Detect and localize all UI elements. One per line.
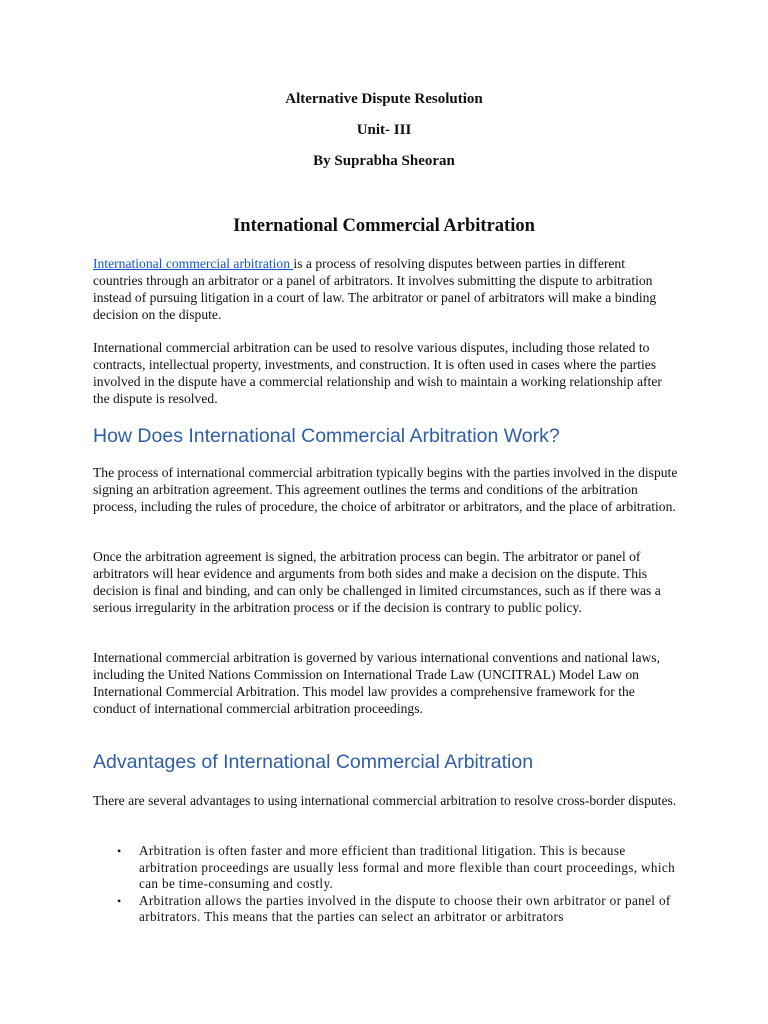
bullet-icon: •: [117, 844, 122, 858]
advantages-list: [93, 843, 678, 926]
work-paragraph-3: International commercial arbitration is governed by various international conventions and national laws, including the United Nations Commission on International Trade Law (UNCITRAL) Model Law on International Commercial Arbitration. This model law provides a comprehensive framework for the conduct of international commercial arbitration proceedings.: [93, 650, 660, 716]
author-line: By Suprabha Sheoran: [313, 153, 455, 169]
list-item: [93, 893, 678, 926]
bullet-icon: •: [117, 893, 122, 908]
list-item-text: Arbitration allows the parties involved in the dispute to choose their own arbitrator or panel of arbitrators. This means that the parties can select an arbitrator or arbitrators: [139, 892, 671, 924]
intro-paragraph-1: [93, 256, 678, 324]
section-heading-how-it-works: How Does International Commercial Arbitration Work?: [93, 425, 560, 447]
intro-paragraph-2: International commercial arbitration can be used to resolve various disputes, including those related to contracts, intellectual property, investments, and construction. It is often used in cases where the parties involved in the dispute have a commercial relationship and wish to maintain a working relationship after the dispute is resolved.: [93, 340, 662, 406]
work-paragraph-1: The process of international commercial arbitration typically begins with the parties involved in the dispute signing an arbitration agreement. This agreement outlines the terms and conditions of the arbitration process, including the rules of procedure, the choice of arbitrator or arbitrators, and the place of arbitration.: [93, 465, 678, 514]
work-paragraph-2: Once the arbitration agreement is signed, the arbitration process can begin. The arbitrator or panel of arbitrators will hear evidence and arguments from both sides and make a decision on the dispute. This decision is final and binding, and can only be challenged in limited circumstances, such as if there was a serious irregularity in the arbitration process or if the decision is contrary to public policy.: [93, 549, 661, 615]
document-title: International Commercial Arbitration: [233, 216, 535, 236]
advantages-intro: There are several advantages to using international commercial arbitration to resolve cross-border disputes.: [93, 793, 677, 808]
list-item: [93, 843, 678, 893]
section-heading-advantages: Advantages of International Commercial Arbitration: [93, 751, 534, 773]
intro-paragraph-1-text: is a process of resolving disputes between parties in different countries through an arbitrator or a panel of arbitrators. It involves submitting the dispute to arbitration instead of pursuing litigation in a court of law. The arbitrator or panel of arbitrators will make a binding decision on the dispute.: [93, 256, 657, 322]
course-title: Alternative Dispute Resolution: [285, 91, 483, 107]
list-item-text: Arbitration is often faster and more efficient than traditional litigation. This is because arbitration proceedings are usually less formal and more flexible than court proceedings, which can be time-consuming and costly.: [139, 843, 676, 891]
unit-label: Unit- III: [356, 122, 412, 138]
arbitration-link[interactable]: International commercial arbitration: [93, 256, 294, 271]
